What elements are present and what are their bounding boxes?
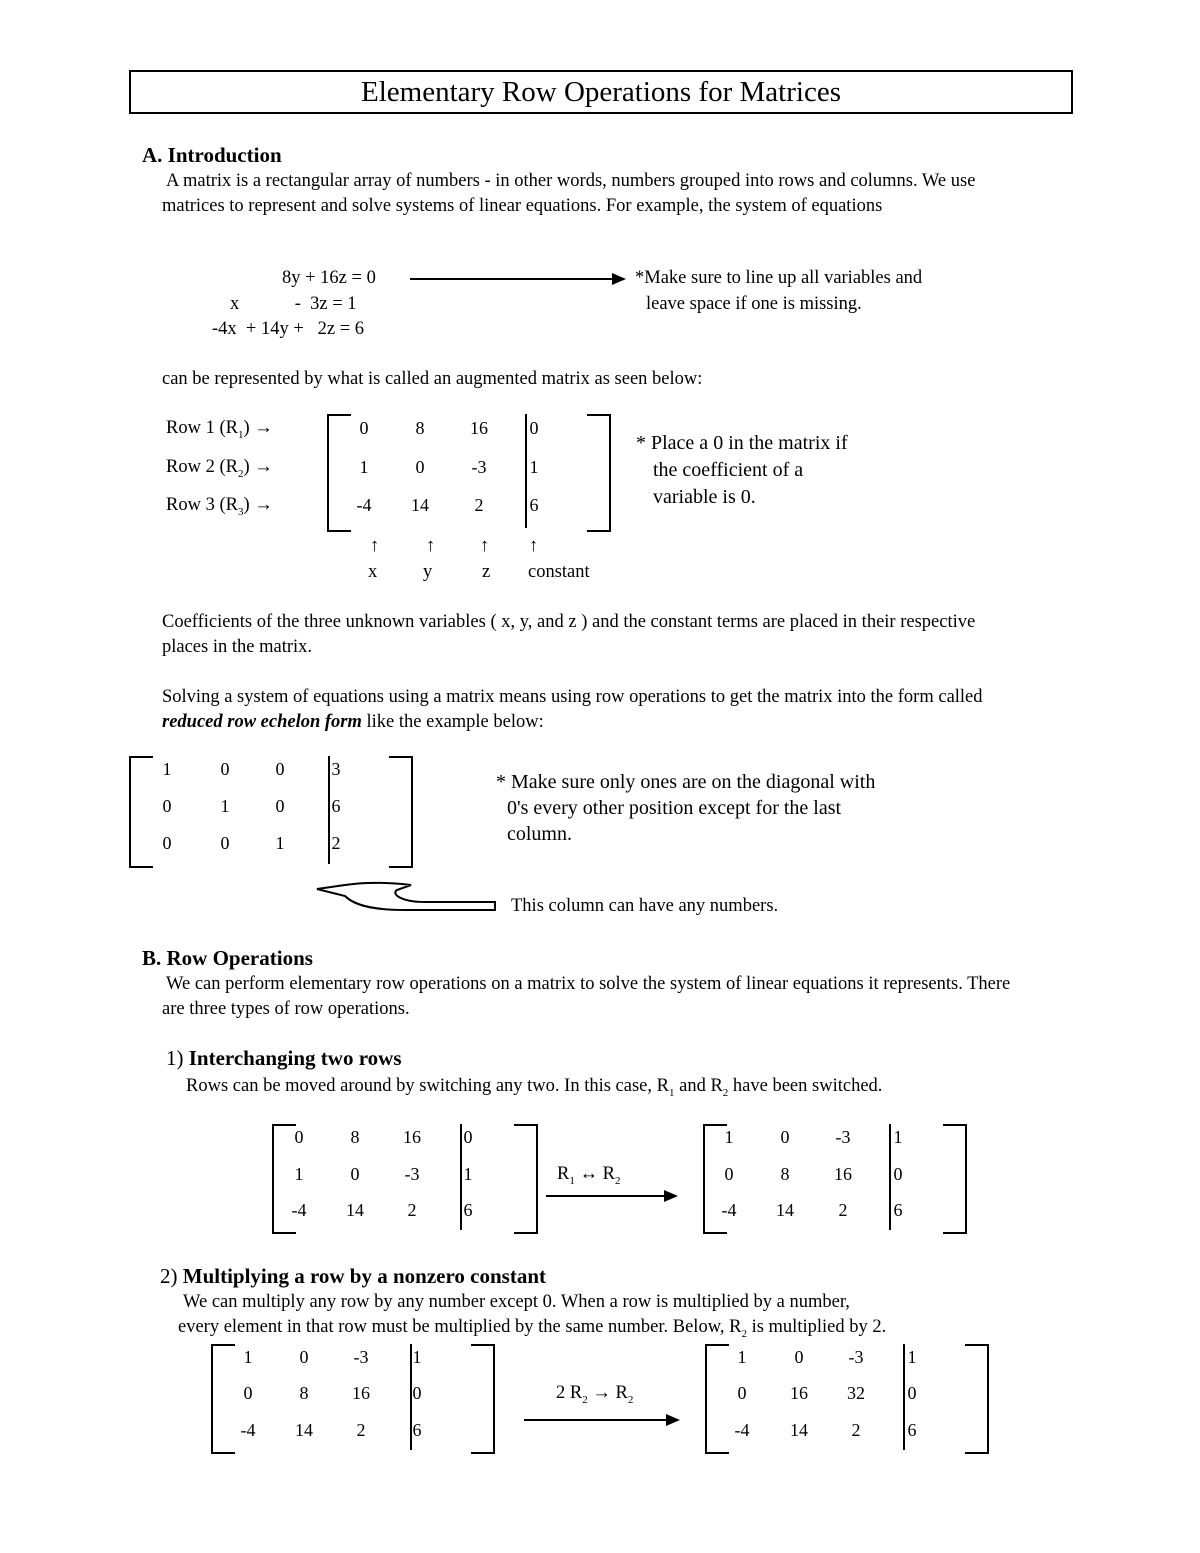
op2-label: 2 $R_2 \to R_2$ [556, 1383, 634, 1406]
matrix-cell: 6 [529, 495, 539, 515]
section-b-intro: We can perform elementary row operations on a matrix to solve the system of linear equations it represents. There are three types of row operations. [162, 974, 1011, 1019]
matrix-cell: 6 [412, 1420, 422, 1440]
rref-matrix [129, 756, 413, 868]
matrix-cell: 6 [907, 1420, 917, 1440]
curved-arrow-icon [305, 880, 500, 915]
matrix-cell: 8 [350, 1127, 360, 1147]
matrix-cell: 0 [243, 1383, 253, 1403]
matrix-cell: -4 [721, 1200, 737, 1220]
matrix-cell: -3 [848, 1347, 864, 1367]
matrix-cell: 1 [737, 1347, 747, 1367]
matrix-cell: 0 [780, 1127, 790, 1147]
col-label-y: y [423, 562, 433, 582]
matrix-cell: 1 [243, 1347, 253, 1367]
note-leave-space: leave space if one is missing. [646, 294, 862, 314]
op2-before-matrix [211, 1344, 495, 1454]
row-label-1: Row 1 $(R_1)$ → [166, 418, 273, 441]
augmented-matrix [327, 414, 611, 532]
matrix-cell: -4 [356, 495, 372, 515]
matrix-cell: 16 [403, 1127, 421, 1147]
matrix-cell: 0 [529, 418, 539, 438]
matrix-cell: 14 [295, 1420, 313, 1440]
matrix-cell: -3 [404, 1164, 420, 1184]
matrix-cell: 8 [299, 1383, 309, 1403]
matrix-cell: 0 [162, 833, 172, 853]
row-label-2: Row 2 $(R_2)$ → [166, 457, 273, 480]
matrix-cell: 1 [294, 1164, 304, 1184]
col-label-x: x [368, 562, 378, 582]
matrix-cell: 32 [847, 1383, 865, 1403]
matrix-cell: 0 [275, 759, 285, 779]
matrix-cell: -4 [734, 1420, 750, 1440]
matrix-cell: 0 [794, 1347, 804, 1367]
matrix-cell: 0 [220, 833, 230, 853]
matrix-cell: -3 [835, 1127, 851, 1147]
matrix-cell: 0 [294, 1127, 304, 1147]
matrix-cell: 0 [299, 1347, 309, 1367]
arrow-up-icon: ↑ [480, 536, 490, 556]
matrix-cell: 0 [412, 1383, 422, 1403]
augmented-intro: can be represented by what is called an augmented matrix as seen below: [162, 369, 703, 389]
right-arrow-icon [544, 1187, 682, 1205]
matrix-cell: 8 [415, 418, 425, 438]
arrow-up-icon: ↑ [370, 536, 380, 556]
solving-paragraph: Solving a system of equations using a matrix means using row operations to get the matrix into the form called reduced row echelon form like the example below: [162, 687, 983, 732]
matrix-cell: -4 [291, 1200, 307, 1220]
matrix-cell: 0 [415, 457, 425, 477]
col-label-constant: constant [528, 562, 590, 582]
matrix-cell: 1 [412, 1347, 422, 1367]
matrix-cell: 0 [737, 1383, 747, 1403]
matrix-cell: 16 [470, 418, 488, 438]
matrix-cell: 16 [352, 1383, 370, 1403]
matrix-cell: 2 [356, 1420, 366, 1440]
matrix-cell: 1 [275, 833, 285, 853]
note-place-zero-1: * Place a 0 in the matrix if [636, 432, 848, 454]
matrix-cell: 16 [834, 1164, 852, 1184]
matrix-cell: -4 [240, 1420, 256, 1440]
op2-after-matrix [705, 1344, 989, 1454]
matrix-cell: 1 [893, 1127, 903, 1147]
matrix-cell: 14 [411, 495, 429, 515]
op2-heading: 2) Multiplying a row by a nonzero constant [160, 1264, 547, 1288]
op1-label: $R_1$ ↔ $R_2$ [557, 1164, 621, 1187]
right-arrow-icon [522, 1411, 684, 1429]
op1-heading: 1) Interchanging two rows [166, 1046, 402, 1070]
note-diagonal-3: column. [507, 823, 572, 845]
section-b-heading: B. Row Operations [142, 946, 313, 970]
right-arrow-icon [408, 270, 628, 288]
matrix-cell: 0 [463, 1127, 473, 1147]
matrix-cell: -3 [353, 1347, 369, 1367]
matrix-cell: 2 [331, 833, 341, 853]
page-title: Elementary Row Operations for Matrices [129, 70, 1073, 114]
op1-after-matrix [703, 1124, 967, 1234]
matrix-cell: 1 [463, 1164, 473, 1184]
matrix-cell: 0 [275, 796, 285, 816]
note-diagonal-2: 0's every other position except for the last [507, 797, 842, 819]
note-any-numbers: This column can have any numbers. [511, 896, 779, 916]
op1-description: Rows can be moved around by switching any two. In this case, $R_1$ and $R_2$ have been switched. [186, 1076, 883, 1099]
matrix-cell: 1 [907, 1347, 917, 1367]
equation-2: x - 3z = 1 [230, 294, 357, 314]
intro-paragraph: A matrix is a rectangular array of numbers - in other words, numbers grouped into rows and columns. We use matrices to represent and solve systems of linear equations. For example, the system of equations [162, 171, 976, 216]
matrix-cell: 16 [790, 1383, 808, 1403]
matrix-cell: 0 [893, 1164, 903, 1184]
note-line-up-variables: *Make sure to line up all variables and [635, 268, 923, 288]
matrix-cell: 0 [162, 796, 172, 816]
equation-3: -4x + 14y + 2z = 6 [212, 319, 365, 339]
op1-before-matrix [272, 1124, 538, 1234]
matrix-cell: 8 [780, 1164, 790, 1184]
matrix-cell: 1 [529, 457, 539, 477]
matrix-cell: 3 [331, 759, 341, 779]
arrow-up-icon: ↑ [529, 536, 539, 556]
matrix-cell: 2 [474, 495, 484, 515]
matrix-cell: 2 [851, 1420, 861, 1440]
col-label-z: z [482, 562, 491, 582]
matrix-cell: 1 [162, 759, 172, 779]
note-place-zero-2: the coefficient of a [653, 459, 804, 481]
matrix-cell: 0 [359, 418, 369, 438]
matrix-cell: 0 [907, 1383, 917, 1403]
matrix-cell: -3 [471, 457, 487, 477]
matrix-cell: 14 [776, 1200, 794, 1220]
matrix-cell: 2 [838, 1200, 848, 1220]
matrix-cell: 1 [724, 1127, 734, 1147]
matrix-cell: 6 [463, 1200, 473, 1220]
matrix-cell: 0 [220, 759, 230, 779]
matrix-cell: 14 [346, 1200, 364, 1220]
matrix-cell: 1 [220, 796, 230, 816]
matrix-cell: 6 [331, 796, 341, 816]
arrow-up-icon: ↑ [426, 536, 436, 556]
coefficients-paragraph: Coefficients of the three unknown variables ( x, y, and z ) and the constant terms are placed in their respective places in the matrix. [162, 612, 976, 657]
op2-description-2: every element in that row must be multiplied by the same number. Below, $R_2$ is multiplied by 2. [178, 1317, 887, 1340]
note-place-zero-3: variable is 0. [653, 486, 756, 508]
equation-1: 8y + 16z = 0 [282, 268, 376, 288]
matrix-cell: 0 [350, 1164, 360, 1184]
op2-description-1: We can multiply any row by any number except 0. When a row is multiplied by a number, [183, 1292, 850, 1312]
matrix-cell: 0 [724, 1164, 734, 1184]
section-a-heading: A. Introduction [142, 143, 282, 167]
matrix-cell: 6 [893, 1200, 903, 1220]
row-label-3: Row 3 $(R_3)$ → [166, 495, 273, 518]
matrix-cell: 1 [359, 457, 369, 477]
note-diagonal-1: * Make sure only ones are on the diagonal with [496, 771, 876, 793]
matrix-cell: 2 [407, 1200, 417, 1220]
matrix-cell: 14 [790, 1420, 808, 1440]
